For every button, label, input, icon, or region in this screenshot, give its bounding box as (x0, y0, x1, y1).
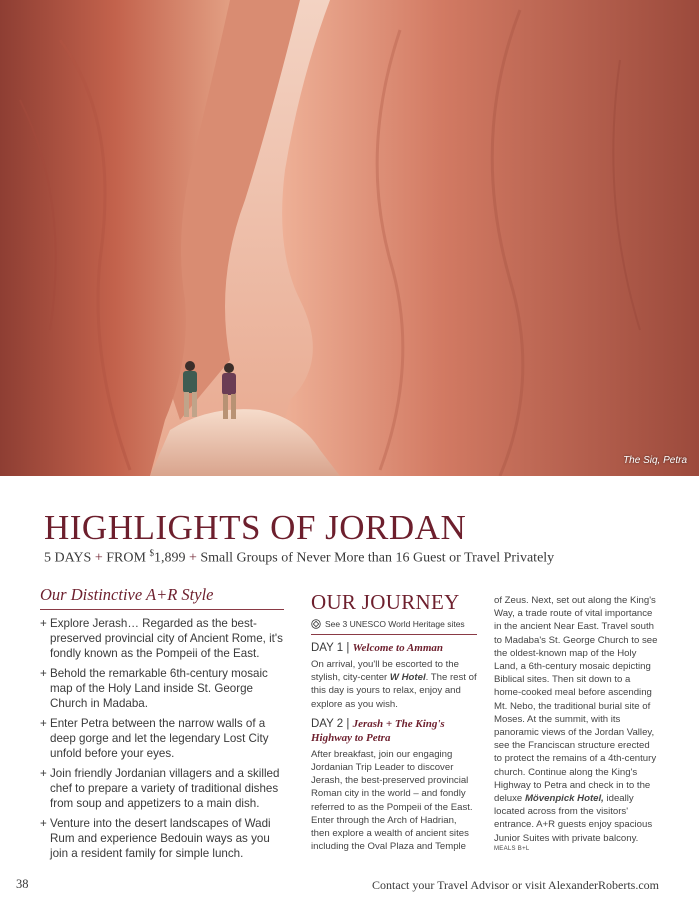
bullet-plus: + (40, 767, 47, 780)
bullet-plus: + (40, 717, 47, 730)
day-description: On arrival, you'll be escorted to the stylish, city-center W Hotel. The rest of this day is yours to relax, enjoy and explore as you wish. (311, 659, 477, 710)
day-heading (311, 717, 477, 745)
page-number: 38 (16, 877, 29, 891)
contact-line: Contact your Travel Advisor or visit AlexanderRoberts.com (372, 878, 659, 892)
day-heading (311, 641, 477, 655)
price-currency: $ (149, 548, 154, 558)
separator-plus: + (188, 550, 197, 566)
list-item: + Join friendly Jordanian villagers and a skilled chef to prepare a variety of traditional dishes from soup and appetizers to a main dish. (40, 767, 280, 810)
list-item: + Explore Jerash… Regarded as the best-preserved provincial city of Ancient Rome, it's fondly known as the Pompeii of the East. (40, 617, 283, 660)
bullet-plus: + (40, 817, 47, 830)
group-size-note: Small Groups of Never More than 16 Guest or Travel Privately (200, 550, 555, 566)
unesco-note-text: See 3 UNESCO World Heritage sites (325, 619, 465, 629)
journey-section (311, 590, 477, 853)
unesco-note (311, 619, 477, 635)
day-label: DAY 2 | (311, 717, 350, 730)
style-section (40, 585, 284, 866)
meals-note: MEALS B+L (494, 845, 530, 852)
journey-continued (494, 594, 660, 852)
list-item: + Enter Petra between the narrow walls of a deep gorge and let the legendary Lost City unfold before your eyes. (40, 717, 269, 760)
list-item: + Venture into the desert landscapes of Wadi Rum and experience Bedouin ways as you join a resident family for simple lunch. (40, 817, 271, 860)
photo-caption: The Siq, Petra (623, 455, 687, 466)
trip-price: 1,899 (153, 550, 186, 566)
journey-heading: OUR JOURNEY (311, 590, 460, 614)
trip-days: 5 DAYS (44, 550, 92, 566)
day-description: of Zeus. Next, set out along the King's Way, a trade route of vital importance in the ancient Near East. Travel south to Madaba's St. George Church to see the oldest-known map of the Holy Land, a 6th-century mosaic depicting Biblical sites. Then sit down to a home-cooked meal before ascending Mt. Nebo, the traditional burial site of Moses. At the summit, with its panoramic views of the Jordan Valley, see the Franciscan structure erected to protect the remains of a 4th-century church. Continue along the King's Highway to Petra and check in to the deluxe Mövenpick Hotel, ideally located across from the visitors' entrance. A+R guests enjoy spacious Junior Suites with private balcony. (494, 595, 658, 844)
page-title: HIGHLIGHTS OF JORDAN (44, 508, 467, 547)
style-list (40, 616, 284, 861)
trip-subtitle (44, 548, 554, 567)
hotel-name: W Hotel (389, 672, 426, 684)
price-from-label: FROM (106, 550, 146, 566)
bullet-plus: + (40, 667, 47, 680)
day-title: Jerash + The King's Highway to Petra (311, 717, 445, 744)
list-item: + Behold the remarkable 6th-century mosaic map of the Holy Land inside St. George Church in Madaba. (40, 667, 268, 710)
separator-plus: + (94, 550, 103, 566)
day-label: DAY 1 | (311, 642, 350, 654)
hotel-name: Mövenpick Hotel, (524, 793, 604, 805)
style-heading: Our Distinctive A+R Style (40, 585, 284, 610)
unesco-heritage-icon (311, 619, 321, 629)
day-description: After breakfast, join our engaging Jordanian Trip Leader to discover Jerash, the best-preserved provincial Roman city in the world – and fondly referred to as the Pompeii of the East. Enter through the Arch of Hadrian, then explore a wealth of ancient sites including the Oval Plaza and Temple (311, 748, 473, 853)
day-title: Welcome to Amman (352, 642, 444, 654)
bullet-plus: + (40, 617, 47, 630)
